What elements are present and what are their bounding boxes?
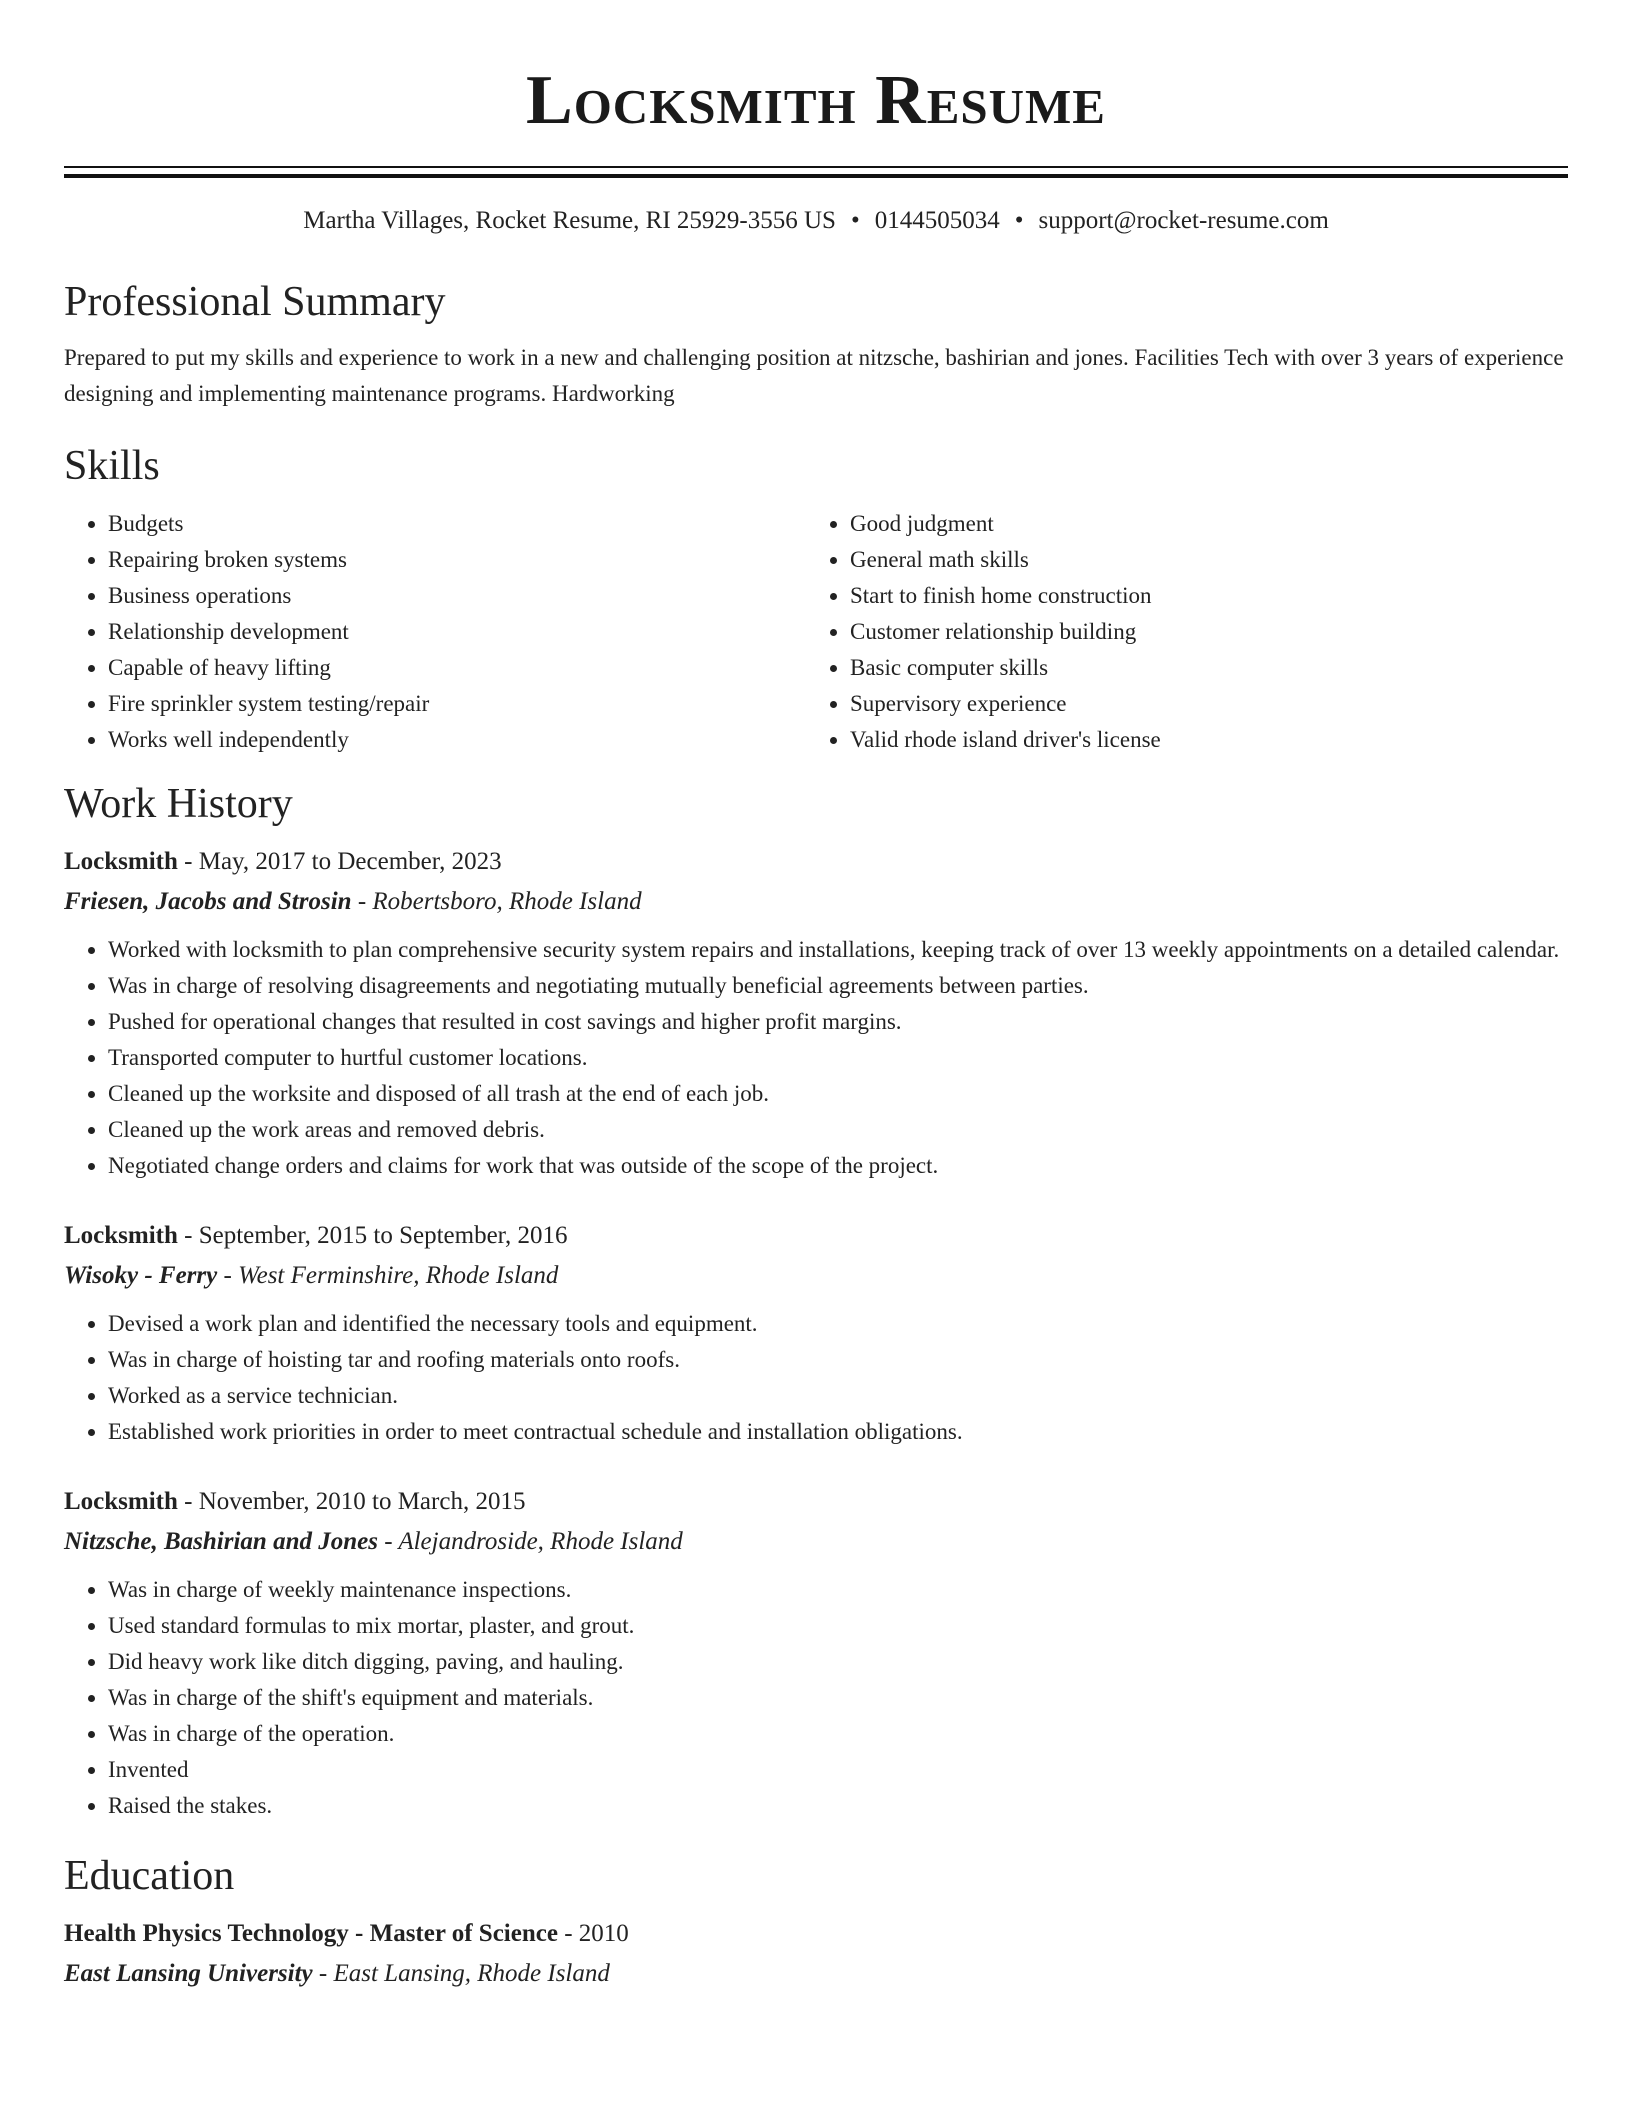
title-rule-thin: [64, 166, 1568, 168]
job-dates: November, 2010 to March, 2015: [198, 1488, 526, 1515]
education-school: East Lansing University: [64, 1960, 313, 1987]
skill-item: • Valid rhode island driver's license: [850, 722, 1548, 758]
job-entry: [64, 1216, 1568, 1450]
job-bullet: • Pushed for operational changes that resulted in cost savings and higher profit margins.: [108, 1004, 1568, 1040]
summary-text: Prepared to put my skills and experience to work in a new and challenging position at nitzsche, bashirian and jones. Facilities Tech with over 3 years of experience designing and implementing maintenance programs. Hardworking: [64, 345, 1564, 406]
skills-list: [64, 506, 1568, 758]
job-bullet: • Was in charge of weekly maintenance inspections.: [108, 1572, 1568, 1608]
job-bullet: • Used standard formulas to mix mortar, plaster, and grout.: [108, 1608, 1568, 1644]
job-bullet: • Cleaned up the work areas and removed debris.: [108, 1112, 1568, 1148]
job-title: Locksmith: [64, 1488, 178, 1515]
job-entry: [64, 1482, 1568, 1824]
job-title: Locksmith: [64, 1222, 178, 1249]
job-company-line: Friesen, Jacobs and Strosin - Robertsboro, Rhode Island: [64, 888, 642, 915]
job-bullet: • Raised the stakes.: [108, 1788, 1568, 1824]
education-entry: [64, 1914, 1568, 1994]
job-title: Locksmith: [64, 848, 178, 875]
skills-column-left: [64, 506, 806, 758]
education-degree-line: Health Physics Technology - Master of Science - 2010: [64, 1920, 629, 1947]
work-history-heading: Work History: [64, 781, 293, 827]
job-title-line: Locksmith - September, 2015 to September, 2016: [64, 1222, 568, 1249]
job-company-line: Nitzsche, Bashirian and Jones - Alejandroside, Rhode Island: [64, 1528, 683, 1555]
job-bullet: • Was in charge of hoisting tar and roofing materials onto roofs.: [108, 1342, 1568, 1378]
job-location: Alejandroside, Rhode Island: [398, 1528, 683, 1555]
skill-item: • Fire sprinkler system testing/repair: [108, 686, 806, 722]
skill-item: • Repairing broken systems: [108, 542, 806, 578]
skill-item: • Customer relationship building: [850, 614, 1548, 650]
skill-item: • Capable of heavy lifting: [108, 650, 806, 686]
skill-item: • Business operations: [108, 578, 806, 614]
skills-heading: Skills: [64, 443, 160, 489]
job-title-line: Locksmith - November, 2010 to March, 2015: [64, 1488, 526, 1515]
job-bullet: • Was in charge of the shift's equipment and materials.: [108, 1680, 1568, 1716]
job-entry: [64, 842, 1568, 1184]
job-location: Robertsboro, Rhode Island: [372, 888, 642, 915]
skill-item: • Basic computer skills: [850, 650, 1548, 686]
summary-heading: Professional Summary: [64, 279, 446, 325]
resume-title: Locksmith Resume: [526, 62, 1106, 139]
contact-email: support@rocket-resume.com: [1038, 207, 1329, 234]
job-bullet: • Was in charge of resolving disagreements and negotiating mutually beneficial agreements between parties.: [108, 968, 1568, 1004]
contact-phone: 0144505034: [874, 207, 1000, 234]
education-field: Health Physics Technology: [64, 1920, 349, 1947]
job-bullet: • Was in charge of the operation.: [108, 1716, 1568, 1752]
job-bullet: • Invented: [108, 1752, 1568, 1788]
job-bullets: [64, 1572, 1568, 1824]
job-company-line: Wisoky - Ferry - West Ferminshire, Rhode Island: [64, 1262, 559, 1289]
education-year: 2010: [578, 1920, 629, 1947]
education-degree: Master of Science: [369, 1920, 558, 1947]
skill-item: • Budgets: [108, 506, 806, 542]
education-school-line: East Lansing University - East Lansing, Rhode Island: [64, 1960, 610, 1987]
job-bullet: • Transported computer to hurtful customer locations.: [108, 1040, 1568, 1076]
job-bullets: [64, 932, 1568, 1184]
skill-item: • Relationship development: [108, 614, 806, 650]
contact-separator: •: [1014, 207, 1024, 234]
job-location: West Ferminshire, Rhode Island: [238, 1262, 559, 1289]
job-dates: September, 2015 to September, 2016: [198, 1222, 568, 1249]
education-heading: Education: [64, 1853, 235, 1899]
job-title-line: Locksmith - May, 2017 to December, 2023: [64, 848, 502, 875]
skill-item: • Start to finish home construction: [850, 578, 1548, 614]
job-bullets: [64, 1306, 1568, 1450]
job-bullet: • Worked with locksmith to plan comprehensive security system repairs and installations, keeping track of over 13 weekly appointments on a detailed calendar.: [108, 932, 1568, 968]
skills-column-right: [806, 506, 1548, 758]
job-company: Friesen, Jacobs and Strosin: [64, 888, 352, 915]
job-bullet: • Established work priorities in order to meet contractual schedule and installation obligations.: [108, 1414, 1568, 1450]
job-dates: May, 2017 to December, 2023: [198, 848, 502, 875]
job-bullet: • Negotiated change orders and claims for work that was outside of the scope of the project.: [108, 1148, 1568, 1184]
education-location: East Lansing, Rhode Island: [333, 1960, 610, 1987]
job-company: Nitzsche, Bashirian and Jones: [64, 1528, 378, 1555]
job-bullet: • Devised a work plan and identified the necessary tools and equipment.: [108, 1306, 1568, 1342]
contact-line: [64, 204, 1568, 238]
contact-separator: •: [850, 207, 860, 234]
title-rule-thick: [64, 174, 1568, 178]
job-company: Wisoky - Ferry: [64, 1262, 218, 1289]
skill-item: • Supervisory experience: [850, 686, 1548, 722]
contact-address: Martha Villages, Rocket Resume, RI 25929-3556 US: [303, 207, 836, 234]
job-bullet: • Did heavy work like ditch digging, paving, and hauling.: [108, 1644, 1568, 1680]
job-bullet: • Worked as a service technician.: [108, 1378, 1568, 1414]
job-bullet: • Cleaned up the worksite and disposed of all trash at the end of each job.: [108, 1076, 1568, 1112]
resume-page: [64, 0, 1568, 1994]
skill-item: • General math skills: [850, 542, 1548, 578]
skill-item: • Good judgment: [850, 506, 1548, 542]
skill-item: • Works well independently: [108, 722, 806, 758]
